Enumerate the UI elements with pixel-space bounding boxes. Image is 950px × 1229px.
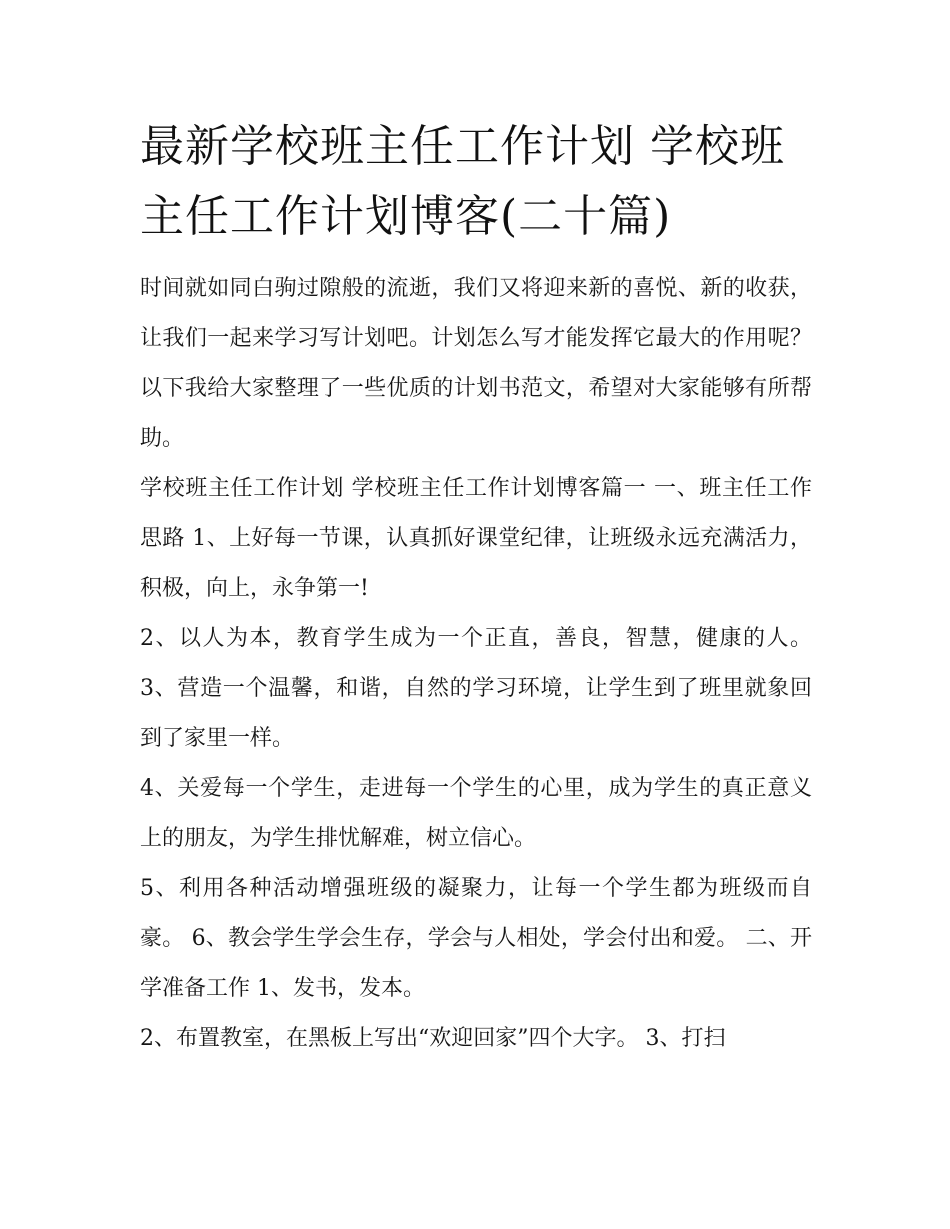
paragraph-section-1: 学校班主任工作计划 学校班主任工作计划博客篇一 一、班主任工作思路 1、上好每一节课，认真抓好课堂纪律，让班级永远充满活力，积极，向上，永争第一!	[140, 476, 812, 601]
document-body	[140, 112, 812, 1064]
paragraph-item-2-3: 2、以人为本，教育学生成为一个正直，善良，智慧，健康的人。 3、营造一个温馨，和谐，自然的学习环境，让学生到了班里就象回到了家里一样。	[140, 626, 812, 751]
paragraph-prep-2-3: 2、布置教室，在黑板上写出“欢迎回家”四个大字。 3、打扫	[140, 1026, 726, 1051]
paragraph-item-4: 4、关爱每一个学生，走进每一个学生的心里，成为学生的真正意义上的朋友，为学生排忧解难，树立信心。	[140, 776, 812, 851]
paragraph-intro: 时间就如同白驹过隙般的流逝，我们又将迎来新的喜悦、新的收获，让我们一起来学习写计划吧。计划怎么写才能发挥它最大的作用呢？以下我给大家整理了一些优质的计划书范文，希望对大家能够有所帮助。	[140, 276, 812, 451]
paragraph-item-5-6: 5、利用各种活动增强班级的凝聚力，让每一个学生都为班级而自豪。 6、教会学生学会生存，学会与人相处，学会付出和爱。 二、开学准备工作 1、发书，发本。	[140, 876, 812, 1001]
document-title: 最新学校班主任工作计划 学校班主任工作计划博客(二十篇)	[140, 121, 785, 242]
